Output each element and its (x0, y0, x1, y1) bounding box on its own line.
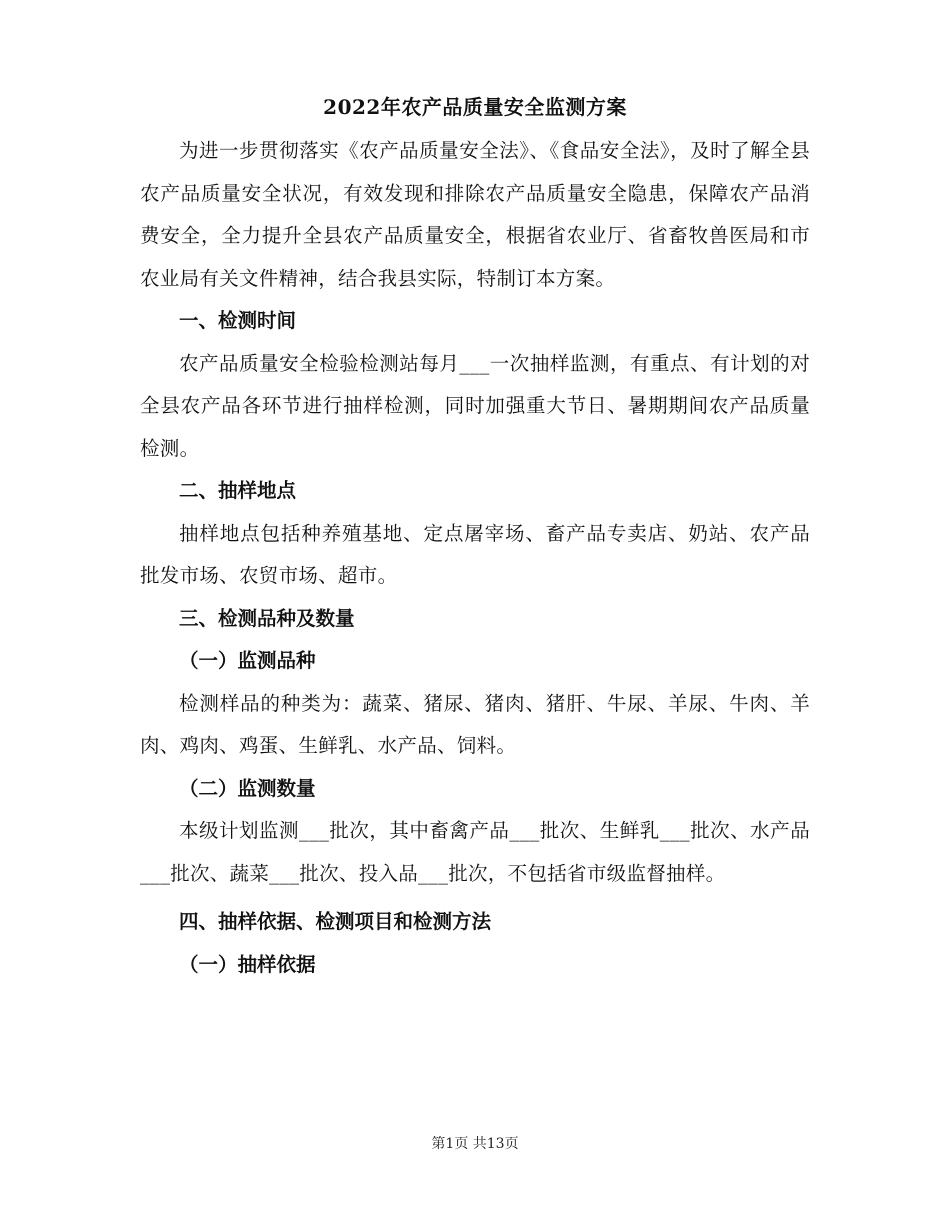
document-title: 2022年农产品质量安全监测方案 (323, 95, 627, 119)
subsection-heading-quantity: （二）监测数量 (179, 776, 316, 800)
page-number: 第1页 共13页 (431, 1136, 519, 1152)
section-body-location: 抽样地点包括种养殖基地、定点屠宰场、畜产品专卖店、奶站、农产品批发市场、农贸市场、超市。 (140, 521, 810, 587)
subsection-heading-basis: （一）抽样依据 (179, 952, 316, 976)
intro-paragraph: 为进一步贯彻落实《农产品质量安全法》、《食品安全法》，及时了解全县农产品质量安全状况，有效发现和排除农产品质量安全隐患，保障农产品消费安全，全力提升全县农产品质量安全，根据省农业厅、省畜牧兽医局和市农业局有关文件精神，结合我县实际，特制订本方案。 (140, 139, 810, 290)
section-body-time: 农产品质量安全检验检测站每月___一次抽样监测，有重点、有计划的对全县农产品各环节进行抽样检测，同时加强重大节日、暑期期间农产品质量检测。 (140, 351, 810, 460)
section-heading-location: 二、抽样地点 (179, 479, 297, 502)
subsection-heading-varieties: （一）监测品种 (179, 649, 316, 672)
section-heading-time: 一、检测时间 (179, 309, 297, 332)
subsection-body-quantity: 本级计划监测___批次，其中畜禽产品___批次、生鲜乳___批次、水产品___批次、蔬菜___批次、投入品___批次，不包括省市级监督抽样。 (140, 819, 810, 885)
section-heading-varieties: 三、检测品种及数量 (179, 606, 355, 630)
document-body (140, 130, 810, 986)
section-heading-methods: 四、抽样依据、检测项目和检测方法 (179, 910, 492, 933)
subsection-body-varieties: 检测样品的种类为：蔬菜、猪尿、猪肉、猪肝、牛尿、羊尿、牛肉、羊肉、鸡肉、鸡蛋、生鲜乳、水产品、饲料。 (140, 691, 810, 757)
